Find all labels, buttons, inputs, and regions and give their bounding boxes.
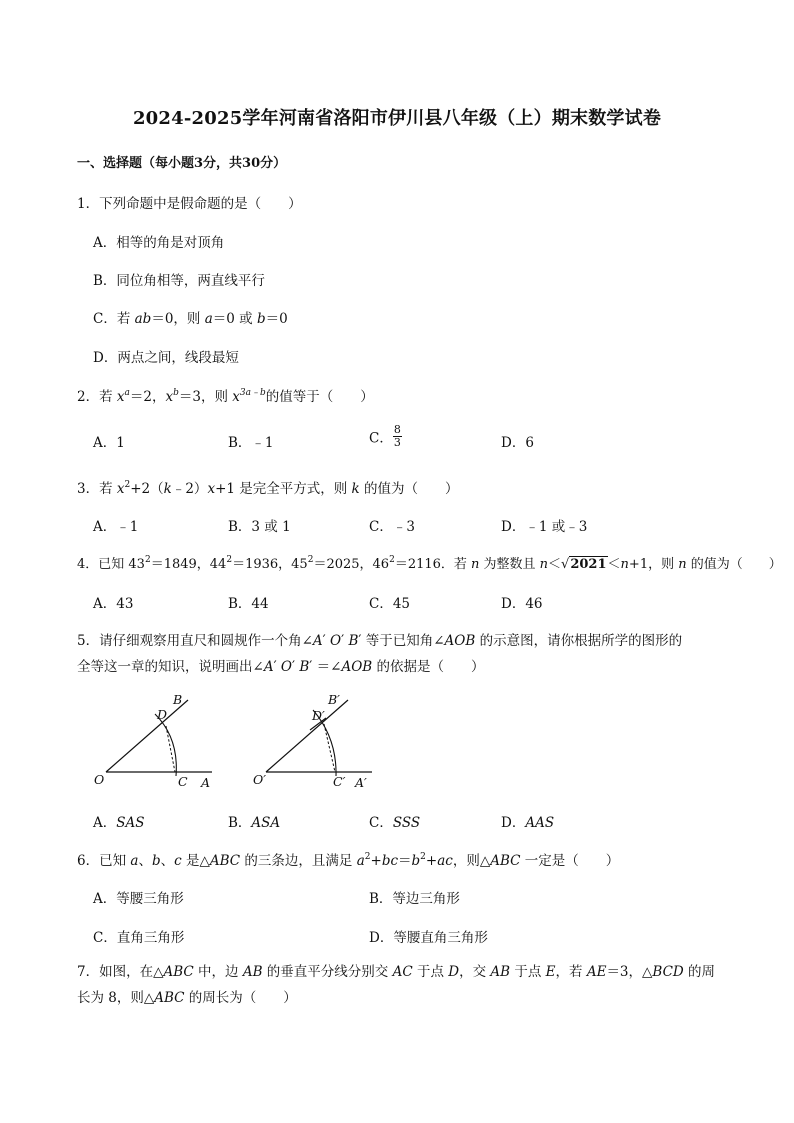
q2-option-c: C． $\frac{8}{3}$ (369, 423, 401, 449)
arc-cd (155, 714, 176, 776)
q3-option-d: D．﹣1 或﹣3 (501, 519, 588, 535)
q3-option-a: A．﹣1 (93, 519, 139, 535)
q4-option-b: B．44 (228, 596, 269, 612)
question-1-stem: 1．下列命题中是假命题的是（ ） (77, 196, 302, 212)
q2-option-b: B．﹣1 (228, 435, 274, 451)
label-d-prime: D′ (312, 708, 325, 723)
dashed-cd (166, 726, 175, 772)
q1-option-b: B．同位角相等，两直线平行 (93, 273, 265, 289)
q4-option-d: D．46 (501, 596, 543, 612)
original-angle-figure (94, 692, 212, 790)
label-b: B (173, 692, 183, 707)
label-a: A (201, 775, 211, 790)
question-4-stem: 4．已知 $43^2=1849$，$44^2=1936$，$45^2=2025$，$46^2=2116$．若 n 为整数且 n＜√2021＜n+1，则 n 的值为（ ） (77, 555, 782, 572)
question-2-stem: 2．若 $x^a=2$，$x^b=3$，则 $x^{3a﹣b}$的值等于（ ） (77, 388, 374, 405)
question-7-stem: 7．如图，在△ABC 中，边 AB 的垂直平分线分别交 AC 于点 D，交 AB 于点 E，若 AE＝3，△BCD 的周长为 8，则△ABC 的周长为（ ） (77, 964, 716, 1006)
angle-construction-figure (80, 688, 380, 798)
q6-option-a: A．等腰三角形 (93, 891, 184, 907)
q4-option-a: A．43 (93, 596, 134, 612)
question-5-stem-line-1: 5．请仔细观察用直尺和圆规作一个角∠A′ O′ B′ 等于已知角∠AOB 的示意图，请你根据所学的图形的 (77, 633, 683, 649)
q6-option-d: D．等腰直角三角形 (369, 930, 488, 946)
label-d: D (157, 707, 168, 722)
label-c-prime: C′ (333, 774, 346, 789)
q2-option-a: A．1 (93, 435, 125, 451)
question-5-stem-line-2: 全等这一章的知识，说明画出∠A′ O′ B′ ＝∠AOB 的依据是（ ） (77, 659, 485, 675)
q1-option-d: D．两点之间，线段最短 (93, 350, 239, 366)
q5-option-c: C．SSS (369, 815, 421, 831)
fraction: $\frac{8}{3}$ (393, 423, 401, 449)
q3-option-c: C．﹣3 (369, 519, 415, 535)
question-6-stem: 6．已知 a、b、c 是△ABC 的三条边，且满足 $a^2+bc=b^2+ac$，则△ABC 一定是（ ） (77, 852, 620, 869)
page-title: 2024-2025学年河南省洛阳市伊川县八年级（上）期末数学试卷 (132, 108, 662, 129)
q5-option-b: B．ASA (228, 815, 281, 831)
q2-option-d: D．6 (501, 435, 534, 451)
label-o-prime: O′ (253, 772, 267, 787)
q1-option-c: C．若 ab＝0，则 a＝0 或 b＝0 (93, 311, 288, 327)
q1-option-a: A．相等的角是对顶角 (93, 235, 225, 251)
label-c: C (178, 774, 188, 789)
label-b-prime: B′ (328, 692, 341, 707)
label-a-prime: A′ (355, 775, 367, 790)
q5-option-d: D．AAS (501, 815, 555, 831)
q4-option-c: C．45 (369, 596, 411, 612)
section-heading: 一、选择题（每小题3分，共30分） (77, 156, 287, 171)
question-3-stem: 3．若 $x^2+2(k﹣2)x+1$ 是完全平方式，则 k 的值为（ ） (77, 480, 459, 497)
q5-option-a: A．SAS (93, 815, 145, 831)
q6-option-b: B．等边三角形 (369, 891, 460, 907)
q6-option-c: C．直角三角形 (93, 930, 185, 946)
q3-option-b: B．3 或 1 (228, 519, 291, 535)
copied-angle-figure (253, 692, 372, 790)
label-o: O (94, 772, 105, 787)
